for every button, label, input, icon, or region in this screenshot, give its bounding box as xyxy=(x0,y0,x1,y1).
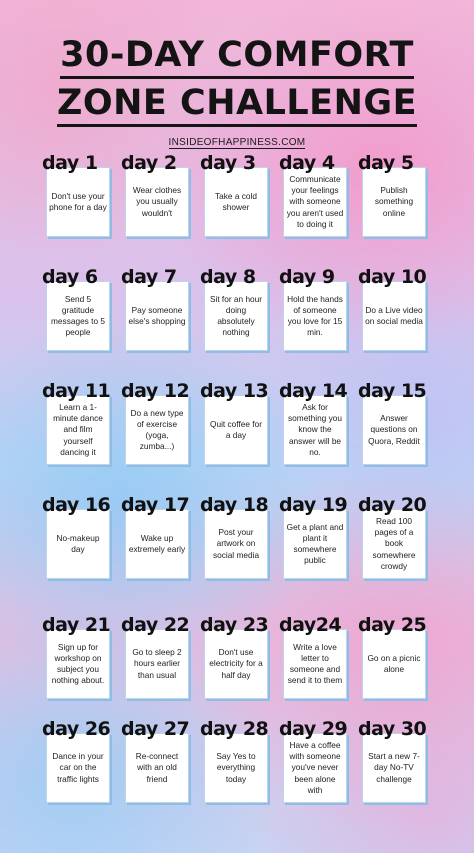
day-card-18 xyxy=(200,492,272,607)
day-label: day 29 xyxy=(279,718,348,740)
day-label: day 7 xyxy=(121,266,177,288)
day-label: day 14 xyxy=(279,380,348,402)
day-card-26 xyxy=(42,716,114,831)
day-task-text: Learn a 1-minute dance and film yourself dancing it xyxy=(53,401,103,457)
day-label: day 5 xyxy=(358,152,414,174)
title-line-2-text: ZONE CHALLENGE xyxy=(57,83,417,127)
day-card-box xyxy=(204,733,268,803)
day-card-box xyxy=(125,167,189,237)
day-card-23 xyxy=(200,612,272,727)
day-task-text: Go to sleep 2 hours earlier than usual xyxy=(132,647,182,680)
day-card-box xyxy=(46,167,110,237)
day-task-text: Post your artwork on social media xyxy=(212,527,260,560)
day-card-box xyxy=(283,629,347,699)
day-task-text: Go on a picnic alone xyxy=(367,652,421,674)
day-card-22 xyxy=(121,612,193,727)
title-line-1-text: 30-DAY COMFORT xyxy=(60,35,414,79)
day-card-box xyxy=(46,395,110,465)
day-label: day 26 xyxy=(42,718,111,740)
day-card-21 xyxy=(42,612,114,727)
title-line-1 xyxy=(0,34,474,76)
day-task-text: Do a new type of exercise (yoga, zumba...) xyxy=(130,407,184,452)
day-label: day 25 xyxy=(358,614,427,636)
day-task-text: Send 5 gratitude messages to 5 people xyxy=(51,293,105,338)
day-card-3 xyxy=(200,150,272,265)
day-label: day 23 xyxy=(200,614,269,636)
day-task-text: Wear clothes you usually wouldn't xyxy=(132,185,182,218)
day-card-30 xyxy=(358,716,430,831)
day-task-text: Communicate your feelings with someone you aren't used to doing it xyxy=(286,173,344,229)
day-card-box xyxy=(46,509,110,579)
day-card-box xyxy=(283,509,347,579)
day-card-box xyxy=(125,281,189,351)
day-task-text: Take a cold shower xyxy=(215,190,257,212)
day-label: day 11 xyxy=(42,380,111,402)
day-label: day 27 xyxy=(121,718,190,740)
day-task-text: Pay someone else's shopping xyxy=(128,304,186,326)
day-card-20 xyxy=(358,492,430,607)
day-label: day 18 xyxy=(200,494,269,516)
day-card-19 xyxy=(279,492,351,607)
day-label: day 15 xyxy=(358,380,427,402)
website-credit-text: INSIDEOFHAPPINESS.COM xyxy=(168,137,306,148)
day-task-text: Get a plant and plant it somewhere public xyxy=(286,521,344,566)
day-label: day 3 xyxy=(200,152,256,174)
day-card-11 xyxy=(42,378,114,493)
day-task-text: No-makeup day xyxy=(56,532,100,554)
day-card-29 xyxy=(279,716,351,831)
day-card-6 xyxy=(42,264,114,379)
day-label: day 2 xyxy=(121,152,177,174)
day-label: day 1 xyxy=(42,152,98,174)
day-label: day 21 xyxy=(42,614,111,636)
day-task-text: Don't use electricity for a half day xyxy=(209,647,263,680)
day-card-box xyxy=(362,281,426,351)
day-task-text: Hold the hands of someone you love for 15 min. xyxy=(287,293,343,338)
day-card-10 xyxy=(358,264,430,379)
day-card-box xyxy=(362,509,426,579)
day-card-8 xyxy=(200,264,272,379)
day-label: day 30 xyxy=(358,718,427,740)
day-task-text: Read 100 pages of a book somewhere crowdy xyxy=(372,515,416,571)
day-card-24 xyxy=(279,612,351,727)
day-task-text: Do a Live video on social media xyxy=(365,304,423,326)
day-label: day 17 xyxy=(121,494,190,516)
day-card-15 xyxy=(358,378,430,493)
day-label: day 4 xyxy=(279,152,335,174)
day-card-box xyxy=(204,509,268,579)
day-card-12 xyxy=(121,378,193,493)
day-card-box xyxy=(125,395,189,465)
day-task-text: Publish something online xyxy=(374,185,414,218)
day-card-box xyxy=(362,395,426,465)
day-card-4 xyxy=(279,150,351,265)
day-task-text: Re-connect with an old friend xyxy=(135,751,179,784)
day-card-box xyxy=(204,395,268,465)
day-label: day 9 xyxy=(279,266,335,288)
day-card-16 xyxy=(42,492,114,607)
day-label: day 28 xyxy=(200,718,269,740)
day-label: day 8 xyxy=(200,266,256,288)
day-card-25 xyxy=(358,612,430,727)
day-label: day 20 xyxy=(358,494,427,516)
day-card-box xyxy=(362,167,426,237)
day-card-box xyxy=(46,281,110,351)
day-card-box xyxy=(283,733,347,803)
day-card-box xyxy=(125,733,189,803)
title-line-2 xyxy=(0,82,474,124)
day-card-box xyxy=(125,509,189,579)
day-card-14 xyxy=(279,378,351,493)
day-card-9 xyxy=(279,264,351,379)
day-card-box xyxy=(204,629,268,699)
day-card-box xyxy=(283,281,347,351)
day-card-box xyxy=(283,395,347,465)
day-task-text: Ask for something you know the answer will be no. xyxy=(288,401,342,457)
day-card-box xyxy=(283,167,347,237)
challenge-grid xyxy=(42,150,466,850)
day-card-5 xyxy=(358,150,430,265)
day-card-box xyxy=(125,629,189,699)
day-card-box xyxy=(204,281,268,351)
day-card-28 xyxy=(200,716,272,831)
day-task-text: Answer questions on Quora, Reddit xyxy=(368,413,420,446)
website-credit xyxy=(0,137,474,148)
day-card-box xyxy=(204,167,268,237)
day-card-17 xyxy=(121,492,193,607)
day-task-text: Wake up extremely early xyxy=(128,532,186,554)
day-card-2 xyxy=(121,150,193,265)
day-label: day 6 xyxy=(42,266,98,288)
day-label: day 16 xyxy=(42,494,111,516)
day-task-text: Don't use your phone for a day xyxy=(49,190,107,212)
day-task-text: Say Yes to everything today xyxy=(216,751,256,784)
day-label: day 22 xyxy=(121,614,190,636)
day-label: day 10 xyxy=(358,266,427,288)
day-card-box xyxy=(46,733,110,803)
day-task-text: Sign up for workshop on subject you nothing about. xyxy=(51,641,105,686)
day-card-7 xyxy=(121,264,193,379)
day-card-box xyxy=(362,629,426,699)
day-task-text: Dance in your car on the traffic lights xyxy=(52,751,104,784)
day-task-text: Have a coffee with someone you've never been alone with xyxy=(289,739,341,795)
day-task-text: Quit coffee for a day xyxy=(210,418,262,440)
day-card-27 xyxy=(121,716,193,831)
day-card-box xyxy=(46,629,110,699)
day-label: day24 xyxy=(279,614,342,636)
day-card-1 xyxy=(42,150,114,265)
day-card-box xyxy=(362,733,426,803)
day-label: day 12 xyxy=(121,380,190,402)
day-task-text: Start a new 7-day No-TV challenge xyxy=(368,751,420,784)
day-task-text: Write a love letter to someone and send it to them xyxy=(287,641,343,686)
day-label: day 19 xyxy=(279,494,348,516)
day-card-13 xyxy=(200,378,272,493)
day-label: day 13 xyxy=(200,380,269,402)
day-task-text: Sit for an hour doing absolutely nothing xyxy=(209,293,263,338)
